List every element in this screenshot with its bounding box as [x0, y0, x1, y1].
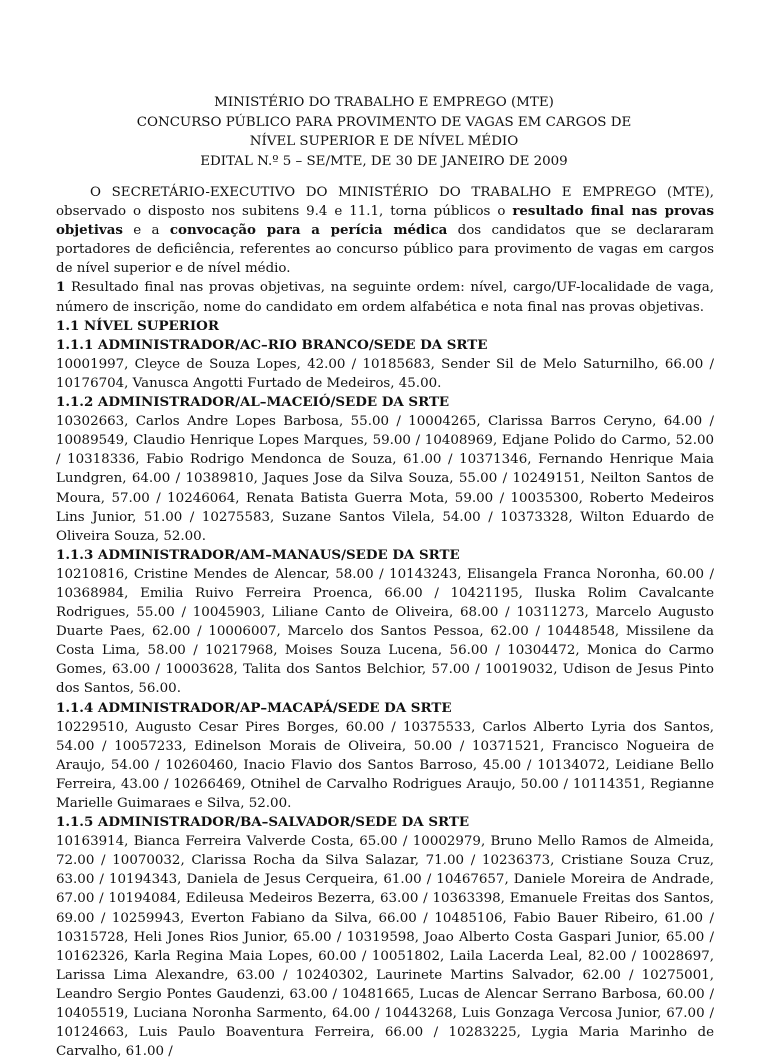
item-1-text: Resultado final nas provas objetivas, na seguinte ordem: nível, cargo/UF-localidade de vaga, número de inscrição, nome do candidato em ordem alfabética e nota final nas provas objetivas.: [56, 280, 714, 315]
section-candidates: 10163914, Bianca Ferreira Valverde Costa, 65.00 / 10002979, Bruno Mello Ramos de Almeida, 72.00 / 10070032, Clarissa Rocha da Silva Salazar, 71.00 / 10236373, Cristiane Souza Cruz, 63.00 / 10194343, Daniela de Jesus Cerqueira, 61.00 / 10467657, Daniele Moreira de Andrade, 67.00 / 10194084, Edileusa Medeiros Bezerra, 63.00 / 10363398, Emanuele Freitas dos Santos, 69.00 / 10259943, Everton Fabiano da Silva, 66.00 / 10485106, Fabio Bauer Ribeiro, 61.00 / 10315728, Heli Jones Rios Junior, 65.00 / 10319598, Joao Alberto Costa Gaspari Junior, 65.00 / 10162326, Karla Regina Maia Lopes, 60.00 / 10051802, Laila Lacerda Leal, 82.00 / 10028697, Larissa Lima Alexandre, 63.00 / 10240302, Laurinete Martins Salvador, 62.00 / 10275001, Leandro Sergio Pontes Gaudenzi, 63.00 / 10481665, Lucas de Alencar Serrano Barbosa, 60.00 / 10405519, Luciana Noronha Sarmento, 64.00 / 10443268, Luis Gonzaga Vercosa Junior, 67.00 / 10124663, Luis Paulo Boaventura Ferreira, 66.00 / 10283225, Lygia Maria Marinho de Carvalho, 61.00 /: [56, 834, 714, 1060]
section-heading: 1.1.4 ADMINISTRADOR/AP–MACAPÁ/SEDE DA SRTE: [56, 699, 452, 716]
section-candidates: 10229510, Augusto Cesar Pires Borges, 60.00 / 10375533, Carlos Alberto Lyria dos Santos, 54.00 / 10057233, Edinelson Morais de Oliveira, 50.00 / 10371521, Francisco Nogueira de Araujo, 54.00 / 10260460, Inacio Flavio dos Santos Barroso, 45.00 / 10134072, Leidiane Bello Ferreira, 43.00 / 10266469, Otnihel de Carvalho Rodrigues Araujo, 50.00 / 10114351, Regianne Marielle Guimaraes e Silva, 52.00.: [56, 719, 714, 811]
nivel-superior-heading: 1.1 NÍVEL SUPERIOR: [56, 317, 219, 334]
header-contest: CONCURSO PÚBLICO PARA PROVIMENTO DE VAGAS EM CARGOS DE: [136, 114, 632, 130]
section-candidates: 10001997, Cleyce de Souza Lopes, 42.00 / 10185683, Sender Sil de Melo Saturnilho, 66.00 / 10176704, Vanusca Angotti Furtado de Medeiros, 45.00.: [56, 356, 714, 391]
intro-text-1: O SECRETÁRIO-EXECUTIVO DO MINISTÉRIO DO TRABALHO E EMPREGO (MTE), observado o disposto nos subitens 9.4 e 11.1, torna públicos o: [56, 185, 714, 220]
intro-text-3: dos candidatos que se declararam portadores de deficiência, referentes ao concurso público para provimento de vagas em cargos de nível superior e de nível médio.: [56, 223, 714, 277]
intro-bold-result: resultado final nas provas objetivas: [56, 203, 714, 239]
section-heading: 1.1.1 ADMINISTRADOR/AC–RIO BRANCO/SEDE DA SRTE: [56, 336, 488, 353]
section-heading: 1.1.5 ADMINISTRADOR/BA–SALVADOR/SEDE DA SRTE: [56, 814, 470, 831]
header-levels: NÍVEL SUPERIOR E DE NÍVEL MÉDIO: [249, 134, 519, 149]
section-heading: 1.1.3 ADMINISTRADOR/AM–MANAUS/SEDE DA SRTE: [56, 546, 460, 563]
section-candidates: 10302663, Carlos Andre Lopes Barbosa, 55.00 / 10004265, Clarissa Barros Ceryno, 64.00 / 10089549, Claudio Henrique Lopes Marques, 59.00 / 10408969, Edjane Polido do Carmo, 52.00 / 10318336, Fabio Rodrigo Mendonca de Souza, 61.00 / 10371346, Fernando Henrique Maia Lundgren, 64.00 / 10389810, Jaques Jose da Silva Souza, 55.00 / 10249151, Neilton Santos de Moura, 57.00 / 10246064, Renata Batista Guerra Mota, 59.00 / 10035300, Roberto Medeiros Lins Junior, 51.00 / 10275583, Suzane Santos Vilela, 54.00 / 10373328, Wilton Eduardo de Oliveira Souza, 52.00.: [56, 414, 714, 544]
section-heading: 1.1.2 ADMINISTRADOR/AL–MACEIÓ/SEDE DA SRTE: [56, 394, 450, 411]
intro-bold-convocation: convocação para a perícia médica: [169, 222, 448, 239]
intro-text-2: e a: [122, 223, 170, 239]
section-candidates: 10210816, Cristine Mendes de Alencar, 58.00 / 10143243, Elisangela Franca Noronha, 60.00 / 10368984, Emilia Ruivo Ferreira Proenca, 66.00 / 10421195, Iluska Rolim Cavalcante Rodrigues, 55.00 / 10045903, Liliane Canto de Oliveira, 68.00 / 10311273, Marcelo Augusto Duarte Paes, 62.00 / 10006007, Marcelo dos Santos Pessoa, 62.00 / 10448548, Missilene da Costa Lima, 58.00 / 10217968, Moises Souza Lucena, 56.00 / 10304472, Monica do Carmo Gomes, 63.00 / 10003628, Talita dos Santos Belchior, 57.00 / 10019032, Udison de Jesus Pinto dos Santos, 56.00.: [56, 566, 714, 697]
document-body: [56, 183, 714, 1061]
item-1-number: 1: [56, 279, 66, 296]
item-1-paragraph: [56, 278, 714, 316]
document-header: [56, 93, 712, 171]
header-ministry: MINISTÉRIO DO TRABALHO E EMPREGO (MTE): [214, 95, 554, 110]
intro-paragraph: [56, 183, 714, 278]
header-edital: EDITAL N.º 5 – SE/MTE, DE 30 DE JANEIRO DE 2009: [200, 153, 568, 169]
